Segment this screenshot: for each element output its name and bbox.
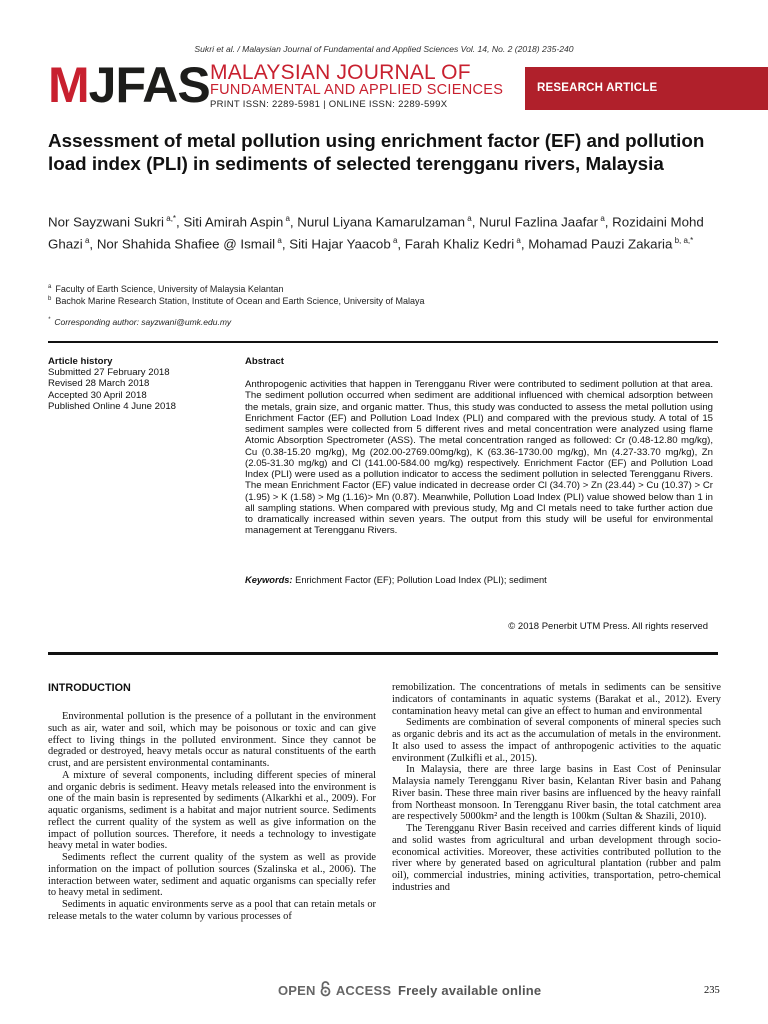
- corresponding-author: [48, 317, 231, 327]
- affiliation-a-text: Faculty of Earth Science, University of Malaysia Kelantan: [55, 284, 284, 294]
- article-type-badge: RESEARCH ARTICLE: [525, 67, 768, 110]
- section-heading-introduction: INTRODUCTION: [48, 682, 131, 694]
- journal-logo: [48, 57, 210, 113]
- journal-name-line2: FUNDAMENTAL AND APPLIED SCIENCES: [210, 82, 504, 98]
- body-paragraph: A mixture of several components, including different species of mineral and organic debris is sediment. Heavy metals released into the environment is one of the main basin is represented by sediments (Alkarkhi et al., 2009). For aquatic organisms, sediment is a habitat and major nutrient source. Sediments reflect the current quality of the system as well as give information on the impact of pollution sources. Therefore, it needs a technology to investigate heavy metal in water bodies.: [48, 769, 376, 852]
- journal-name-line1: MALAYSIAN JOURNAL OF: [210, 61, 471, 84]
- affiliation-a-mark: a: [48, 284, 52, 290]
- bottom-rule: [48, 652, 718, 655]
- corresponding-text: Corresponding author: sayzwani@umk.edu.my: [54, 317, 232, 327]
- author-name: Nurul Liyana Kamarulzaman: [297, 214, 466, 230]
- affiliation-b-mark: b: [48, 296, 52, 302]
- logo-letters: JFAS: [88, 57, 210, 113]
- body-column-left: [48, 711, 376, 923]
- keywords: [245, 575, 547, 585]
- history-heading: Article history: [48, 356, 113, 367]
- author-affiliation-mark: b, a,*: [672, 235, 694, 245]
- article-title: Assessment of metal pollution using enrichment factor (EF) and pollution load index (PLI) in sediments of selected terengganu rivers, Malaysia: [48, 130, 705, 174]
- author-affiliation-mark: a: [465, 214, 472, 223]
- body-paragraph: Sediments reflect the current quality of the system as well as provide information on the impact of pollution sources (Szalinska et al., 2006). The interaction between water, sediment and aquatic organisms can specially refer to heavy metal in sediment.: [48, 852, 376, 899]
- history-published: Published Online 4 June 2018: [48, 400, 177, 412]
- author-affiliation-mark: a,*: [164, 214, 177, 223]
- footer-access: ACCESS: [335, 983, 392, 998]
- journal-issn: PRINT ISSN: 2289-5981 | ONLINE ISSN: 2289-599X: [210, 99, 448, 110]
- open-lock-icon: [320, 981, 331, 997]
- copyright-notice: © 2018 Penerbit UTM Press. All rights reserved: [508, 621, 708, 632]
- logo-letter-m: M: [48, 57, 89, 113]
- keywords-label: Keywords:: [245, 575, 293, 585]
- author-affiliation-mark: a: [598, 214, 605, 223]
- body-paragraph: Sediments are combination of several components of mineral species such as organic debris and its act as the accumulation of metals in the environment. It also used to assess the impact of anthropogenic activities to the aquatic environment (Zulkifli et al., 2015).: [392, 717, 721, 764]
- author-name: Siti Amirah Aspin: [183, 214, 284, 230]
- author-name: Mohamad Pauzi Zakaria: [528, 236, 673, 252]
- author-affiliation-mark: a: [82, 235, 90, 245]
- abstract-body: Anthropogenic activities that happen in Terengganu River were contributed to sediment pollution at that area. The sediment pollution occurred when sediment are additional influenced with chemical adsorption between the metals, grain size, and organic matter. Thus, this study was conducted to assess the metal pollution using Enrichment Factor (EF) and Pollution Load Index (PLI) and compared with the previous study. A total of 15 sediment samples were collected from 5 different rives and metal concentration were analyzed using flame Atomic Absorption Spectrometer (ASS). The metal concentration ranged as followed: Cr (0.48-12.80 mg/kg), Cu (0.38-15.20 mg/kg), Mg (202.00-2769.00mg/kg), K (63.36-1730.00 mg/kg), Mn (4.27-33.70 mg/kg), Zn (2.05-31.30 mg/kg) and Cl (141.00-584.00 mg/kg) respectively. Enrichment Factor (EF) and Pollution Load Index (PLI) were used as a pollution indicator to access the sediment pollution in selected Terengganu Rivers. The mean Enrichment Factor (EF) value indicated in decrease order Cl (34.70) > Zn (23.44) > Cu (10.37) > Cr (1.95) > K (1.58) > Mg (1.16)> Mn (0.87). Meanwhile, Pollution Load Index (PLI) value showed below than 1 in all sampling stations. When compared with previous study, Mg and Cl metals need to take further action due to dramatically increased within seven years. The output from this study will be useful for environmental management at Terengganu Rivers.: [245, 379, 713, 537]
- affiliation-b: [48, 293, 425, 307]
- author-affiliation-mark: a: [283, 214, 290, 223]
- author-affiliation-mark: a: [390, 235, 398, 245]
- history-submitted: Submitted 27 February 2018: [48, 367, 170, 379]
- top-rule: [48, 341, 718, 343]
- journal-citation: Sukri et al. / Malaysian Journal of Fundamental and Applied Sciences Vol. 14, No. 2 (2018) 235-240: [194, 44, 574, 54]
- affiliation-b-text: Bachok Marine Research Station, Institute of Ocean and Earth Science, University of Malaya: [55, 296, 425, 306]
- page-number: 235: [704, 985, 720, 996]
- author-name: Farah Khaliz Kedri: [404, 236, 515, 252]
- author-name: Rozidaini Mohd Ghazi: [48, 214, 704, 252]
- body-paragraph: remobilization. The concentrations of metals in sediments can be sensitive indicators of contaminants in aquatic systems (Barakat et al., 2012). Every contamination heavy metal can give an effect to human and environmental: [392, 682, 721, 717]
- history-revised: Revised 28 March 2018: [48, 378, 150, 390]
- body-paragraph: Environmental pollution is the presence of a pollutant in the environment such as air, water and soil, which may be poisonous or toxic and can give effect to living things in the polluted environment. Since they cannot be degraded or destroyed, heavy metals occur as natural constituents of the earth crust, and are persistent environmental contaminants.: [48, 711, 376, 769]
- footer-tagline: Freely available online: [398, 983, 542, 998]
- history-accepted: Accepted 30 April 2018: [48, 389, 147, 401]
- corresponding-mark: *: [48, 317, 51, 324]
- author-name: Nor Shahida Shafiee @ Ismail: [96, 236, 276, 252]
- body-paragraph: The Terengganu River Basin received and carries different kinds of liquid and solid wastes from agricultural and urban development through socio-economical activities. Moreover, these activities contributed pollution to the river where by generated based on agricultural plantation (rubber and palm oil), commercial industries, mining activities, transportation, petro-chemical industries and: [392, 823, 721, 893]
- author-name: Nurul Fazlina Jaafar: [479, 214, 599, 230]
- abstract-heading: Abstract: [245, 356, 284, 367]
- article-history: [48, 356, 176, 412]
- open-access-footer: [278, 981, 541, 998]
- body-paragraph: In Malaysia, there are three large basins in East Cost of Peninsular Malaysia namely Terengganu River basin, Kelantan River basin and Pahang River basin. These three main river basins are influenced by the heavy rainfall from Northeast monsoon. In Terengganu River basin, the total catchment area are respectively 5000km² and the length is 100km (Sultan & Shazili, 2010).: [392, 764, 721, 823]
- footer-open: OPEN: [278, 983, 316, 998]
- body-column-right: [392, 682, 721, 894]
- journal-name: [210, 62, 503, 111]
- author-affiliation-mark: a: [514, 235, 521, 245]
- author-name: Siti Hajar Yaacob: [289, 236, 391, 252]
- author-name: Nor Sayzwani Sukri: [48, 214, 165, 230]
- keywords-text: Enrichment Factor (EF); Pollution Load Index (PLI); sediment: [292, 575, 547, 585]
- author-affiliation-mark: a: [275, 235, 282, 245]
- author-list: Nor Sayzwani Sukri $^{a,*}$, Siti Amirah Aspin $^a$, Nurul Liyana Kamarulzaman $^a$, Nurul Fazlina Jaafar $^a$, Rozidaini Mohd Ghazi $^a$, Nor Shahida Shafiee @ Ismail $^a$, Siti Hajar Yaacob $^a$, Farah Khaliz Kedri $^a$, Mohamad Pauzi Zakaria $^{b, a,*}$: [48, 214, 704, 252]
- body-paragraph: Sediments in aquatic environments serve as a pool that can retain metals or release metals to the water column by various processes of: [48, 899, 376, 922]
